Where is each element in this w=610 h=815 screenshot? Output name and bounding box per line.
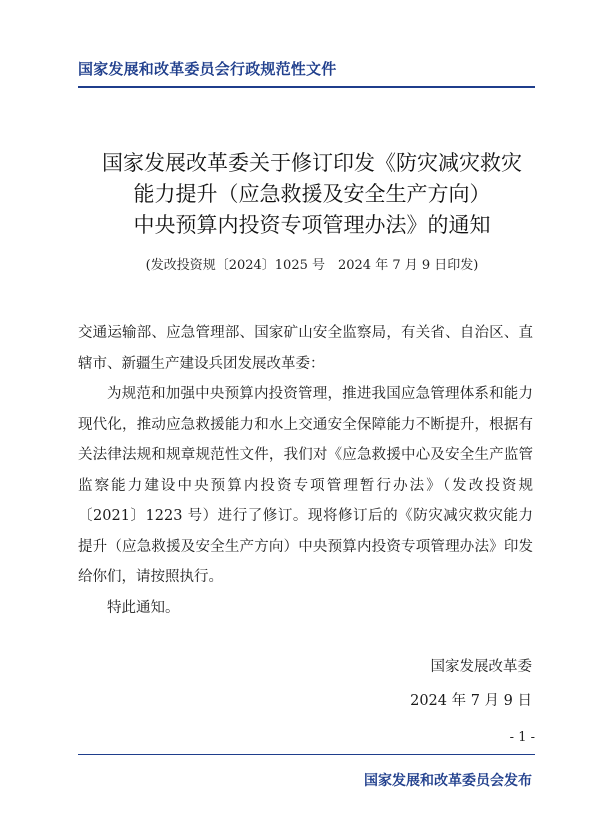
closing-paragraph: 特此通知。 — [107, 599, 180, 616]
document-title-line: 中央预算内投资专项管理办法》的通知 — [133, 213, 491, 237]
document-title-line: 能力提升（应急救援及安全生产方向） — [133, 182, 491, 206]
document-body — [78, 318, 533, 623]
body-paragraph: 为规范和加强中央预算内投资管理，推进我国应急管理体系和能力现代化，推动应急救援能力和水上交通安全保障能力不断提升，根据有关法律法规和规章规范性文件，我们对《应急救援中心及安全生产监管监察能力建设中央预算内投资专项管理暂行办法》（发改投资规〔2021〕1223 号）进行了修订。现将修订后的《防灾减灾救灾能力提升（应急救援及安全生产方向）中央预算内投资专项管理办法》印发给你们，请按照执行。 — [78, 386, 533, 585]
signature-org: 国家发展改革委 — [430, 659, 532, 675]
page-number: - 1 - — [509, 730, 535, 745]
document-title-line: 国家发展改革委关于修订印发《防灾减灾救灾 — [102, 151, 522, 175]
addressee: 交通运输部、应急管理部、国家矿山安全监察局，有关省、自治区、直辖市、新疆生产建设兵团发展改革委： — [78, 325, 533, 372]
signature-date: 2024 年 7 月 9 日 — [410, 693, 532, 709]
signature-block — [410, 650, 532, 718]
document-title — [62, 148, 562, 241]
footer-divider — [78, 754, 535, 755]
document-number: (发改投资规〔2024〕1025 号 2024 年 7 月 9 日印发) — [145, 258, 479, 273]
header-title: 国家发展和改革委员会行政规范性文件 — [78, 60, 337, 78]
header-divider — [78, 86, 535, 88]
footer-publisher: 国家发展和改革委员会发布 — [364, 773, 532, 789]
